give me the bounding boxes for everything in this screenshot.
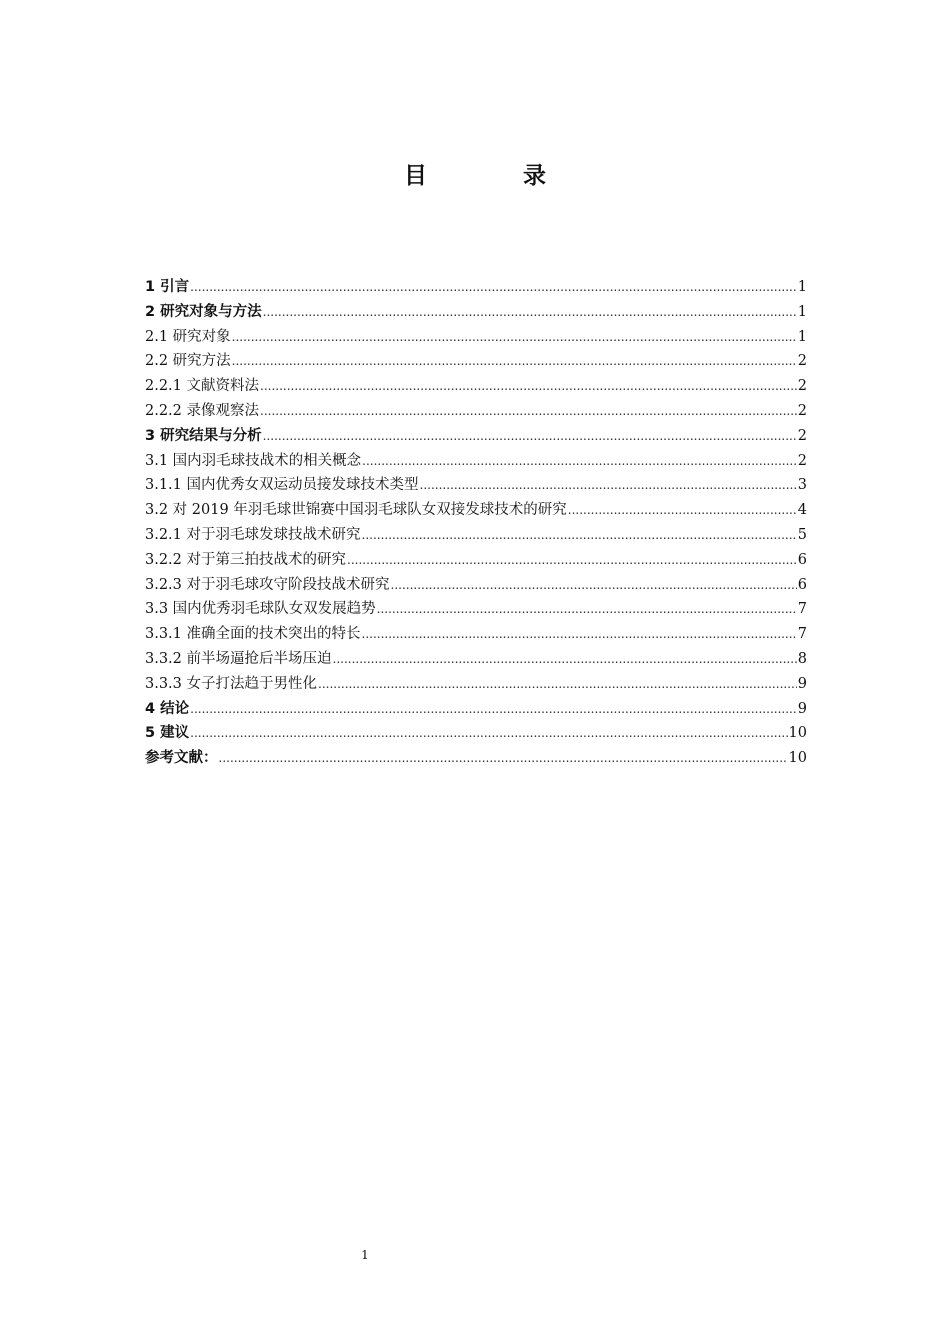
toc-entry[interactable] — [145, 300, 807, 325]
toc-entry-page: 10 — [788, 725, 807, 742]
toc-dot-leader — [232, 325, 797, 350]
toc-dot-leader — [219, 746, 788, 771]
toc-entry-label: 3.1 国内羽毛球技战术的相关概念 — [145, 452, 362, 469]
toc-entry-page: 1 — [797, 279, 807, 295]
toc-dot-leader — [318, 672, 797, 697]
toc-entry[interactable] — [145, 449, 807, 474]
toc-entry-page: 10 — [788, 750, 807, 767]
toc-entry[interactable] — [145, 275, 807, 300]
toc-dot-leader — [362, 622, 797, 647]
toc-entry[interactable] — [145, 622, 807, 647]
toc-entry[interactable] — [145, 672, 807, 697]
toc-entry-page: 7 — [797, 626, 807, 643]
toc-entry-page: 1 — [797, 303, 807, 320]
toc-entry-label: 3.2.2 对于第三拍技战术的研究 — [145, 551, 347, 568]
toc-entry[interactable] — [145, 721, 807, 746]
toc-entry-label: 3 研究结果与分析 — [145, 427, 262, 444]
toc-entry-label: 3.3.2 前半场逼抢后半场压迫 — [145, 650, 332, 667]
toc-entry-label: 1 引言 — [145, 279, 190, 295]
toc-entry[interactable] — [145, 647, 807, 672]
toc-entry-label: 3.2.1 对于羽毛球发球技战术研究 — [145, 526, 361, 543]
toc-entry-label: 3.1.1 国内优秀女双运动员接发球技术类型 — [145, 477, 419, 494]
toc-dot-leader — [232, 349, 797, 374]
toc-entry-page: 7 — [797, 601, 807, 618]
table-of-contents — [145, 275, 807, 771]
toc-entry-label: 2.2.1 文献资料法 — [145, 378, 260, 395]
toc-entry-page: 2 — [797, 402, 807, 419]
toc-entry[interactable] — [145, 573, 807, 598]
toc-entry-page: 2 — [797, 353, 807, 370]
toc-entry-page: 9 — [797, 700, 807, 717]
toc-entry-label: 5 建议 — [145, 725, 190, 742]
toc-entry-label: 2 研究对象与方法 — [145, 303, 262, 320]
toc-entry-label: 3.2 对 2019 年羽毛球世锦赛中国羽毛球队女双接发球技术的研究 — [145, 502, 567, 519]
toc-dot-leader — [391, 573, 797, 598]
toc-dot-leader — [190, 697, 797, 722]
toc-entry-label: 参考文献： — [145, 750, 218, 767]
page-number: 1 — [361, 1248, 369, 1262]
toc-entry-label: 3.3.3 女子打法趋于男性化 — [145, 675, 318, 692]
toc-dot-leader — [362, 523, 797, 548]
toc-entry[interactable] — [145, 349, 807, 374]
toc-entry-label: 2.1 研究对象 — [145, 328, 231, 345]
toc-entry[interactable] — [145, 597, 807, 622]
toc-entry-page: 2 — [797, 427, 807, 444]
toc-dot-leader — [260, 399, 797, 424]
toc-entry[interactable] — [145, 399, 807, 424]
toc-dot-leader — [362, 449, 797, 474]
toc-entry-page: 5 — [797, 526, 807, 543]
toc-dot-leader — [190, 721, 787, 746]
toc-entry[interactable] — [145, 746, 807, 771]
toc-dot-leader — [568, 498, 797, 523]
toc-entry-page: 9 — [797, 675, 807, 692]
toc-entry-page: 3 — [797, 477, 807, 494]
toc-entry[interactable] — [145, 548, 807, 573]
toc-dot-leader — [347, 548, 797, 573]
toc-entry-page: 2 — [797, 452, 807, 469]
toc-entry-page: 2 — [797, 378, 807, 395]
toc-dot-leader — [190, 275, 797, 300]
toc-entry-page: 8 — [797, 650, 807, 667]
toc-dot-leader — [263, 424, 797, 449]
toc-entry-page: 1 — [797, 328, 807, 345]
toc-dot-leader — [263, 300, 797, 325]
toc-dot-leader — [333, 647, 797, 672]
toc-entry[interactable] — [145, 473, 807, 498]
toc-entry[interactable] — [145, 424, 807, 449]
toc-dot-leader — [260, 374, 797, 399]
toc-entry-label: 3.3.1 准确全面的技术突出的特长 — [145, 626, 361, 643]
toc-entry[interactable] — [145, 374, 807, 399]
toc-entry[interactable] — [145, 697, 807, 722]
toc-entry[interactable] — [145, 498, 807, 523]
toc-dot-leader — [420, 473, 797, 498]
toc-entry-label: 3.2.3 对于羽毛球攻守阶段技战术研究 — [145, 576, 390, 593]
toc-entry-page: 4 — [797, 502, 807, 519]
toc-dot-leader — [377, 597, 797, 622]
toc-entry-label: 3.3 国内优秀羽毛球队女双发展趋势 — [145, 601, 376, 618]
page-title: 目 录 — [403, 163, 590, 189]
toc-entry-label: 4 结论 — [145, 700, 190, 717]
toc-entry-label: 2.2.2 录像观察法 — [145, 402, 260, 419]
toc-entry-page: 6 — [797, 551, 807, 568]
toc-entry[interactable] — [145, 523, 807, 548]
toc-entry-page: 6 — [797, 576, 807, 593]
toc-entry[interactable] — [145, 325, 807, 350]
toc-entry-label: 2.2 研究方法 — [145, 353, 231, 370]
